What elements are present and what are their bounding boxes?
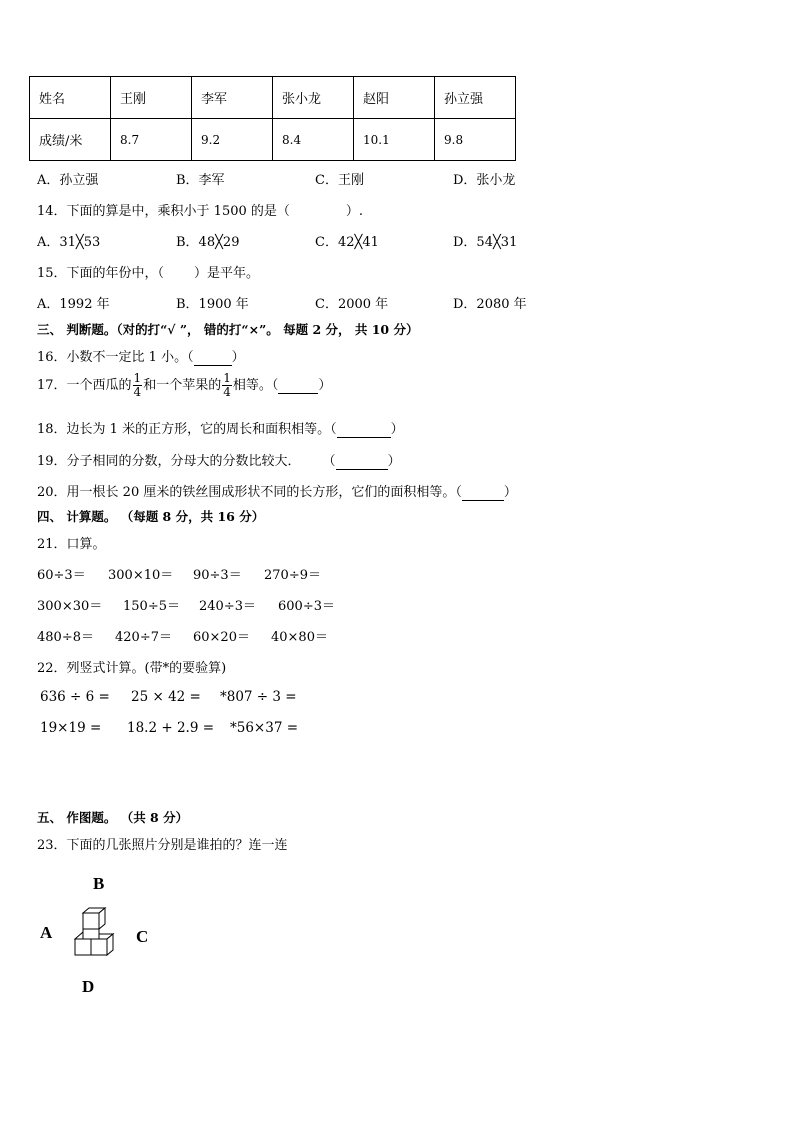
q19-answer-blank[interactable] — [336, 454, 388, 470]
q18-close: ） — [390, 422, 404, 437]
q23-title: 23．下面的几张照片分别是谁拍的？连一连 — [37, 838, 288, 853]
fraction-denominator: 4 — [133, 385, 142, 399]
table-cell: 孙立强 — [435, 77, 516, 119]
section-4-heading: 四、 计算题。 （每题 8 分，共 16 分） — [37, 509, 265, 524]
vertical-calc-item: *807 ÷ 3 = — [220, 689, 297, 705]
table-cell: 王刚 — [111, 77, 192, 119]
table-cell: 9.2 — [192, 119, 273, 161]
q15-option-c: C．2000 年 — [315, 297, 389, 312]
left-cube-top-face — [75, 932, 83, 939]
q17-answer-blank[interactable] — [278, 378, 318, 394]
q13-option-b: B．李军 — [176, 173, 225, 188]
q17-text-end: 相等。（ — [232, 378, 279, 393]
table-cell: 成绩/米 — [30, 119, 111, 161]
q16-question — [37, 346, 245, 366]
table-cell: 姓名 — [30, 77, 111, 119]
viewpoint-label-b: B — [93, 874, 105, 893]
q17-close: ） — [318, 378, 332, 393]
q15-stem: 15．下面的年份中，（ — [37, 266, 165, 281]
fraction-one-quarter — [133, 372, 143, 399]
q15-question — [37, 262, 259, 281]
fraction-denominator: 4 — [223, 385, 231, 399]
mental-calc-item: 480÷8＝ — [37, 630, 94, 645]
right-cube-front-face — [91, 939, 107, 955]
q14-question — [37, 200, 363, 219]
left-cube-front-face — [75, 939, 91, 955]
q20-close: ） — [503, 485, 517, 500]
score-table — [29, 76, 516, 161]
mental-calc-item: 60÷3＝ — [37, 568, 86, 583]
q16-answer-blank[interactable] — [194, 350, 232, 366]
q19-close: ） — [387, 454, 401, 469]
fraction-one-quarter — [222, 372, 232, 399]
mental-calc-item: 270÷9＝ — [264, 568, 321, 583]
q17-question — [37, 372, 331, 399]
viewpoint-label-d: D — [82, 977, 95, 996]
table-cell: 10.1 — [354, 119, 435, 161]
mental-calc-item: 90÷3＝ — [193, 568, 242, 583]
fraction-numerator: 1 — [223, 371, 231, 385]
q19-text: 19．分子相同的分数，分母大的分数比较大． — [37, 454, 301, 469]
top-cube-front-face — [83, 913, 99, 929]
cube-stack-figure — [70, 907, 122, 963]
vertical-calc-item: 19×19 = — [40, 720, 102, 736]
table-cell: 9.8 — [435, 119, 516, 161]
q14-option-d: D．54╳31 — [453, 235, 518, 250]
q14-stem: 14．下面的算是中，乘积小于 1500 的是（ — [37, 204, 290, 219]
q18-question — [37, 418, 404, 438]
q18-answer-blank[interactable] — [337, 422, 391, 438]
q19-open: （ — [322, 454, 336, 469]
q20-question — [37, 481, 517, 501]
mental-calc-item: 300×10＝ — [108, 568, 174, 583]
mental-calc-item: 240÷3＝ — [199, 599, 256, 614]
mental-calc-item: 420÷7＝ — [115, 630, 172, 645]
middle-cube-front-face — [83, 929, 99, 939]
q14-stem-end: ）. — [345, 204, 364, 219]
q15-option-a: A．1992 年 — [37, 297, 110, 312]
q17-text: 17．一个西瓜的 — [37, 378, 132, 393]
q15-stem-end: ）是平年。 — [194, 266, 260, 281]
q16-text: 16．小数不一定比 1 小。（ — [37, 350, 194, 365]
q14-option-b: B．48╳29 — [176, 235, 240, 250]
q18-text: 18．边长为 1 米的正方形，它的周长和面积相等。（ — [37, 422, 337, 437]
vertical-calc-item: 636 ÷ 6 = — [40, 689, 110, 705]
fraction-numerator: 1 — [133, 371, 142, 385]
table-cell: 李军 — [192, 77, 273, 119]
mental-calc-item: 600÷3＝ — [278, 599, 335, 614]
q13-option-c: C．王刚 — [315, 173, 364, 188]
q13-option-d: D．张小龙 — [453, 173, 516, 188]
q15-option-d: D．2080 年 — [453, 297, 527, 312]
mental-calc-item: 150÷5＝ — [123, 599, 180, 614]
q14-option-c: C．42╳41 — [315, 235, 379, 250]
q21-title: 21．口算。 — [37, 537, 106, 552]
q16-close: ） — [231, 350, 245, 365]
table-row — [30, 119, 516, 161]
q15-option-b: B．1900 年 — [176, 297, 249, 312]
table-cell: 张小龙 — [273, 77, 354, 119]
vertical-calc-item: 25 × 42 = — [131, 689, 201, 705]
table-cell: 8.7 — [111, 119, 192, 161]
vertical-calc-item: 18.2 + 2.9 = — [127, 720, 215, 736]
table-cell: 赵阳 — [354, 77, 435, 119]
mental-calc-item: 60×20＝ — [193, 630, 250, 645]
q19-question — [37, 450, 401, 470]
q14-option-a: A．31╳53 — [37, 235, 101, 250]
section-3-heading: 三、 判断题。（对的打“√ ”， 错的打“×”。 每题 2 分， 共 10 分） — [37, 322, 419, 337]
vertical-calc-item: *56×37 = — [230, 720, 299, 736]
q13-option-a: A．孙立强 — [37, 173, 99, 188]
table-header-row — [30, 77, 516, 119]
q22-title: 22．列竖式计算。(带*的要验算) — [37, 661, 227, 676]
q17-text-mid: 和一个苹果的 — [143, 378, 222, 393]
mental-calc-item: 300×30＝ — [37, 599, 103, 614]
viewpoint-label-c: C — [136, 927, 149, 946]
table-cell: 8.4 — [273, 119, 354, 161]
mental-calc-item: 40×80＝ — [271, 630, 328, 645]
q20-text: 20．用一根长 20 厘米的铁丝围成形状不同的长方形，它们的面积相等。（ — [37, 485, 462, 500]
viewpoint-label-a: A — [40, 923, 53, 942]
q20-answer-blank[interactable] — [462, 485, 504, 501]
section-5-heading: 五、 作图题。 （共 8 分） — [37, 810, 189, 825]
